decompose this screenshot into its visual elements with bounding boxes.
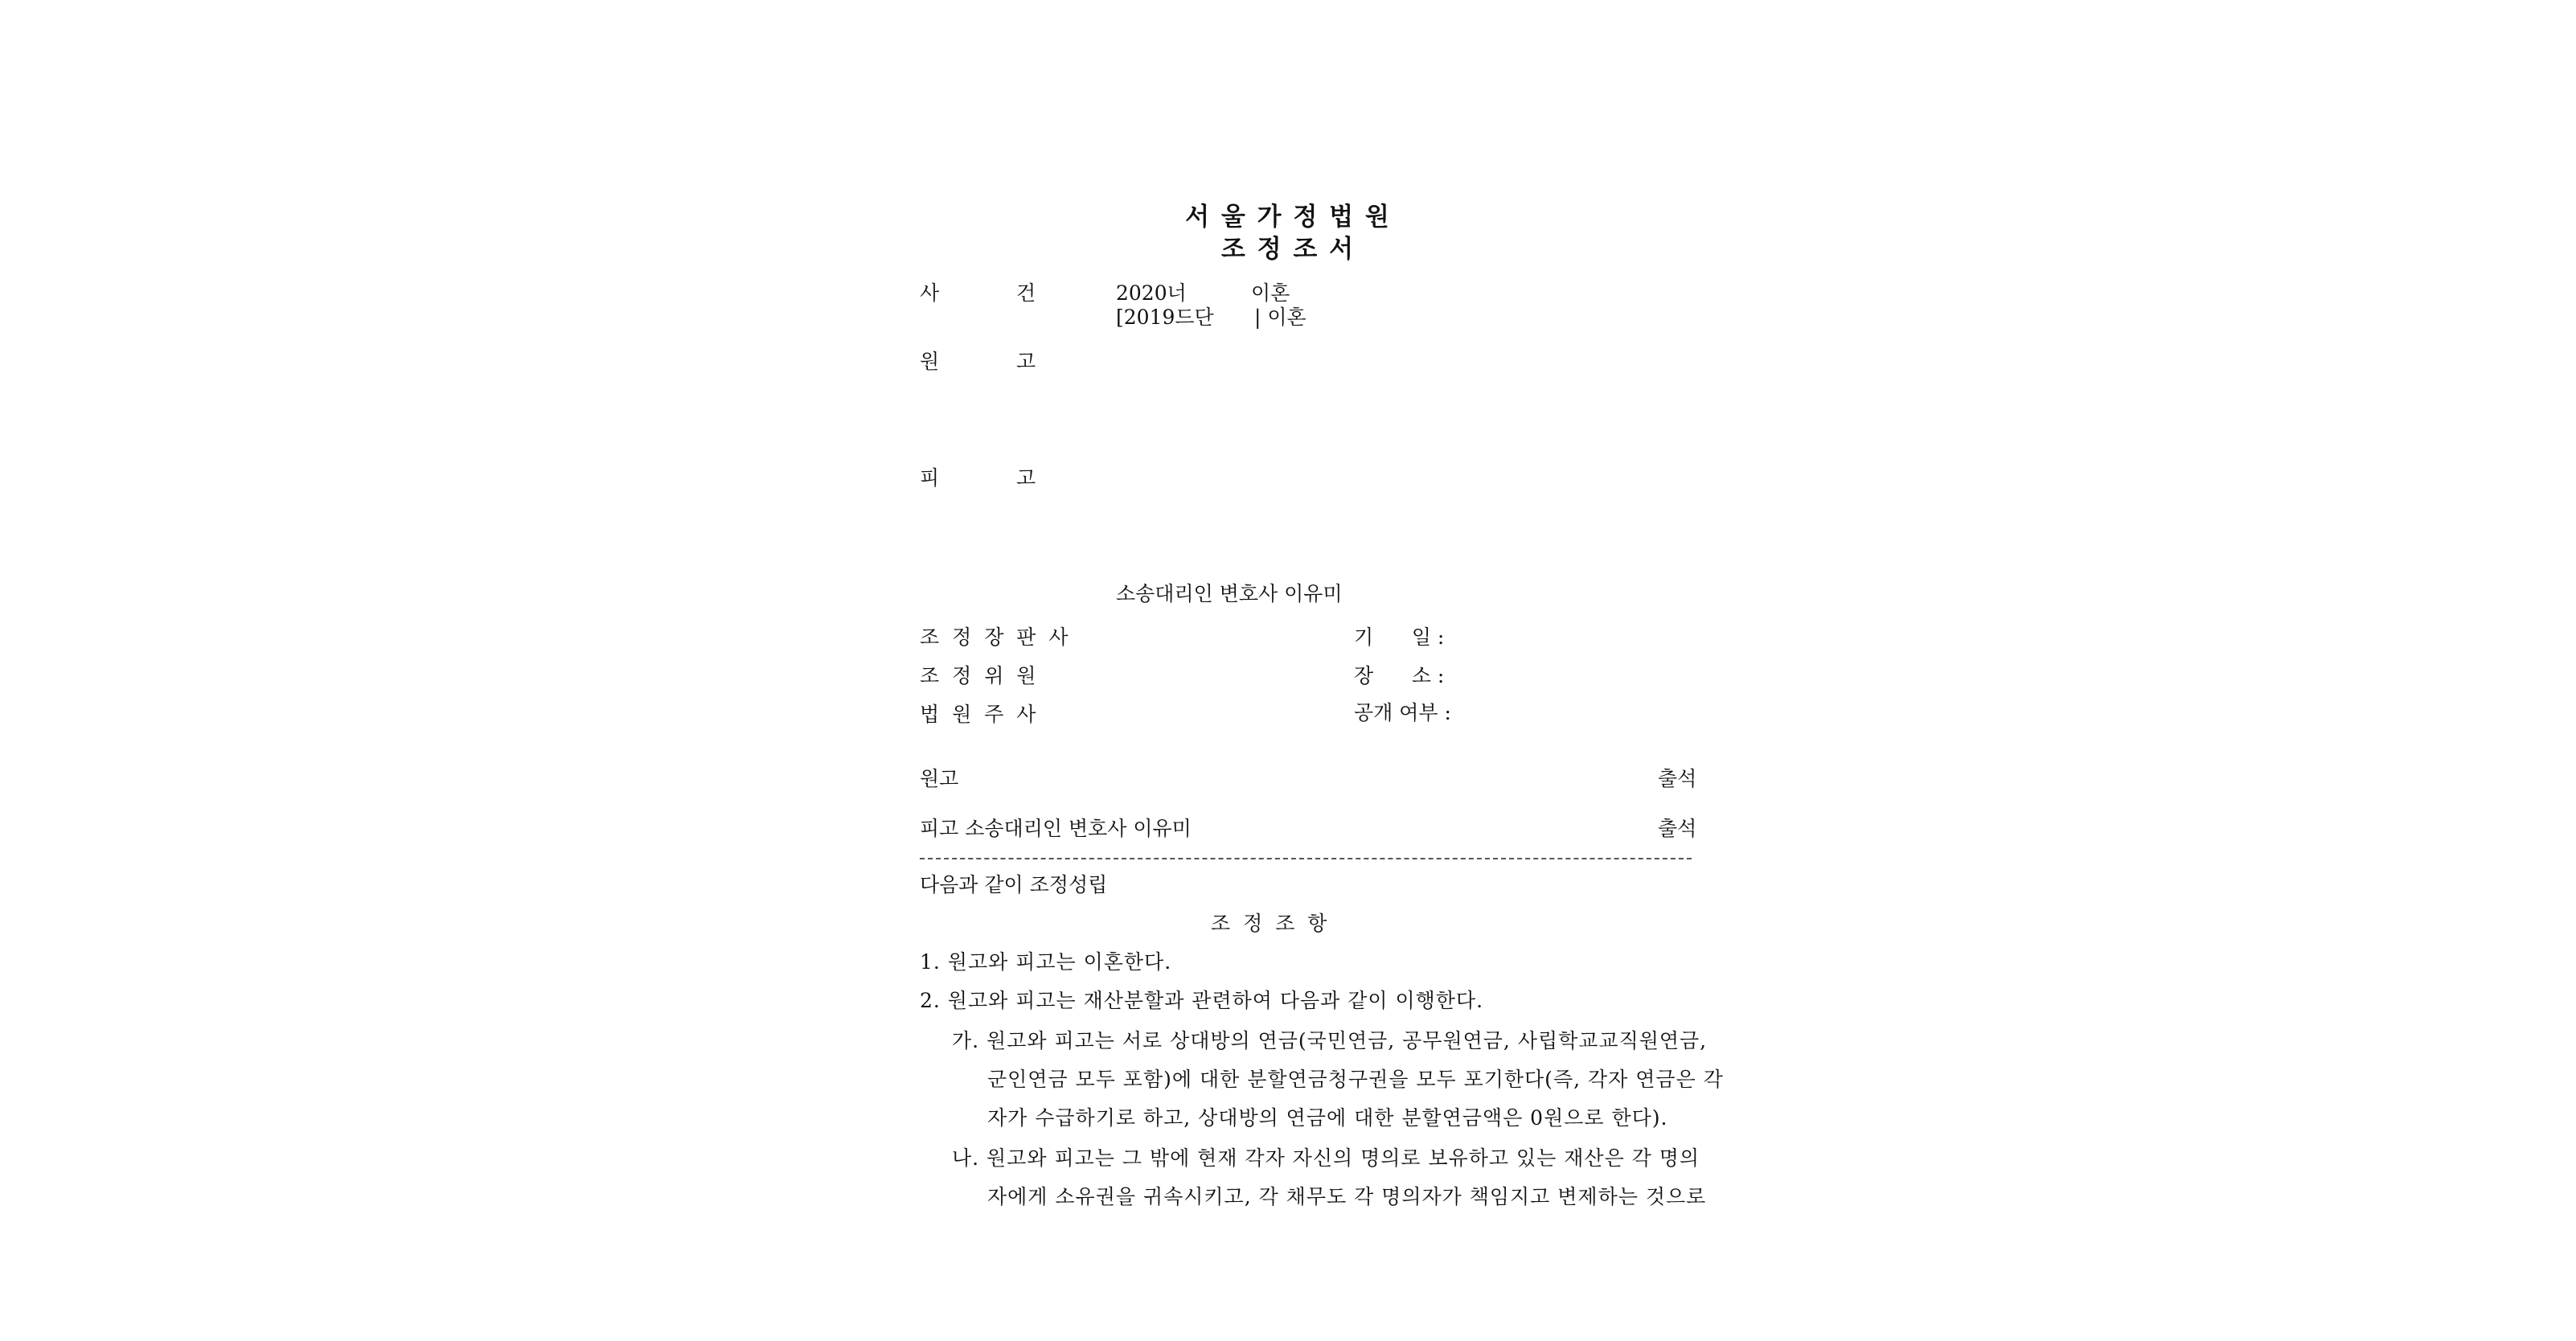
court-name: 서 울 가 정 법 원 [1185, 203, 1391, 232]
defendant-label-b: 고 [1016, 466, 1036, 490]
agreement-item-2-na-line: 나. 원고와 피고는 그 밖에 현재 각자 자신의 명의로 보유하고 있는 재산은 각 명의 [952, 1146, 1700, 1170]
agreement-item-2-na-line: 자에게 소유권을 귀속시키고, 각 채무도 각 명의자가 책임지고 변제하는 것으로 [987, 1185, 1707, 1208]
agreement-item-1: 1. 원고와 피고는 이혼한다. [920, 950, 1172, 974]
plaintiff-label-b: 고 [1016, 350, 1036, 373]
clerk-label: 법 원 주 사 [920, 703, 1040, 726]
agreement-intro: 다음과 같이 조정성립 [920, 873, 1108, 896]
document-title: 조 정 조 서 [1220, 235, 1356, 264]
agreement-item-2-ga-line: 군인연금 모두 포함)에 대한 분할연금청구권을 모두 포기한다(즉, 각자 연금은 각 [987, 1068, 1724, 1091]
case-number-2: [2019드단 [1116, 306, 1214, 329]
agreement-item-2: 2. 원고와 피고는 재산분할과 관련하여 다음과 같이 이행한다. [920, 989, 1484, 1012]
dashed-divider [920, 858, 1692, 859]
mediator-label: 조 정 위 원 [920, 664, 1040, 687]
judge-label: 조 정 장 판 사 [920, 625, 1072, 649]
plaintiff-label-a: 원 [920, 350, 940, 373]
agreement-heading: 조 정 조 항 [1211, 912, 1331, 935]
case-label-a: 사 [920, 281, 940, 305]
place-label: 장 소 : [1354, 664, 1445, 687]
agreement-item-2-ga-line: 가. 원고와 피고는 서로 상대방의 연금(국민연금, 공무원연금, 사립학교교직원연금, [952, 1029, 1708, 1052]
attendance-party: 원고 [920, 767, 959, 790]
attendance-status: 출석 [1658, 767, 1697, 790]
case-name-1: 이혼 [1251, 281, 1290, 305]
defendant-label-a: 피 [920, 466, 940, 490]
agreement-item-2-ga-line: 자가 수급하기로 하고, 상대방의 연금에 대한 분할연금액은 0원으로 한다). [987, 1106, 1668, 1130]
attendance-status: 출석 [1658, 817, 1697, 840]
date-label: 기 일 : [1354, 625, 1445, 649]
case-label-b: 건 [1016, 281, 1036, 305]
case-name-2: | 이혼 [1254, 306, 1306, 329]
defendant-agent: 소송대리인 변호사 이유미 [1116, 582, 1343, 605]
case-number-1: 2020너 [1116, 281, 1187, 305]
attendance-party: 피고 소송대리인 변호사 이유미 [920, 817, 1192, 840]
public-label: 공개 여부 : [1354, 701, 1451, 724]
